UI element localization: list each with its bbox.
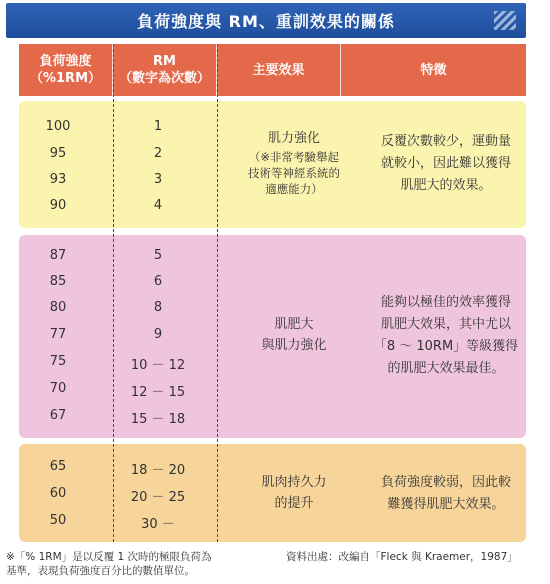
header-rm-line2: （數字為次數） <box>118 71 210 86</box>
rm-value: 4 <box>153 198 163 213</box>
effect-note: 技術等神經系統的 <box>248 166 340 180</box>
column-divider <box>217 44 218 542</box>
rm-value: 12 － 15 <box>130 385 186 400</box>
effect-strength <box>232 128 356 197</box>
rm-value: 15 － 18 <box>130 412 186 427</box>
rm-value: 6 <box>153 274 163 289</box>
effect-label: 肌肉持久力 <box>261 475 327 490</box>
feature-line: 「8 ～ 10RM」等級獲得 <box>373 339 519 354</box>
load-value: 85 <box>49 274 67 289</box>
rm-value: 5 <box>153 248 163 263</box>
column-divider <box>113 44 114 542</box>
load-value: 100 <box>45 119 71 134</box>
feature-hypertrophy <box>356 292 536 380</box>
effect-hypertrophy <box>232 314 356 356</box>
effect-label: 的提升 <box>274 496 314 511</box>
load-value: 70 <box>49 381 67 396</box>
effect-note: 適應能力） <box>265 182 323 196</box>
effect-label: 肌肥大 <box>274 317 314 332</box>
effect-endurance <box>232 472 356 514</box>
feature-line: 就較小，因此難以獲得 <box>380 156 511 171</box>
rm-value: 10 － 12 <box>130 358 186 373</box>
load-value: 77 <box>49 327 67 342</box>
rm-value: 20 － 25 <box>130 490 186 505</box>
rm-value: 2 <box>153 146 163 161</box>
title-bar <box>6 3 526 38</box>
header-rm-line1: RM <box>153 54 176 69</box>
page-title: 負荷強度與 RM、重訓效果的關係 <box>137 12 395 31</box>
header-rm <box>113 44 217 96</box>
load-value: 93 <box>49 172 67 187</box>
load-value: 90 <box>49 198 67 213</box>
footnote <box>6 550 266 578</box>
header-load-line1: 負荷強度 <box>39 54 92 69</box>
rm-value: 3 <box>153 172 163 187</box>
load-value: 80 <box>49 300 67 315</box>
header-load <box>19 44 113 96</box>
rm-value: 9 <box>153 327 163 342</box>
effect-note: （※非常考驗舉起 <box>248 150 340 164</box>
feature-line: 的肌肥大效果最佳。 <box>387 361 505 376</box>
feature-line: 肌肥大的效果。 <box>400 178 492 193</box>
effect-label: 與肌力強化 <box>261 338 327 353</box>
rm-value: 1 <box>153 119 163 134</box>
load-value: 87 <box>49 248 67 263</box>
feature-line: 負荷強度較弱，因此較 <box>380 475 511 490</box>
load-value: 75 <box>49 354 67 369</box>
feature-line: 能夠以極佳的效率獲得 <box>380 295 511 310</box>
feature-endurance <box>356 472 536 516</box>
title-stripe-decoration <box>494 11 516 30</box>
effect-label: 肌力強化 <box>267 131 320 146</box>
header-load-line2: （%1RM） <box>29 71 102 86</box>
source-citation: 資料出處：改編自「Fleck 與 Kraemer，1987」 <box>286 551 518 563</box>
load-value: 50 <box>49 513 67 528</box>
load-value: 65 <box>49 459 67 474</box>
footnote-line: 基準，表現負荷強度百分比的數值單位。 <box>6 565 195 577</box>
rm-value: 18 － 20 <box>130 463 186 478</box>
footnote-line: ※「% 1RM」是以反覆 1 次時的極限負荷為 <box>6 551 212 563</box>
load-value: 95 <box>49 146 67 161</box>
load-value: 67 <box>49 408 67 423</box>
feature-line: 反覆次數較少，運動量 <box>380 134 511 149</box>
header-feature: 特徵 <box>420 62 447 78</box>
feature-line: 難獲得肌肥大效果。 <box>387 497 505 512</box>
rm-value: 8 <box>153 300 163 315</box>
rm-value: 30 － <box>141 517 175 532</box>
header-effect: 主要效果 <box>217 44 341 96</box>
table-header <box>19 44 526 96</box>
load-value: 60 <box>49 486 67 501</box>
feature-strength <box>356 131 536 197</box>
feature-line: 肌肥大效果，其中尤以 <box>380 317 511 332</box>
